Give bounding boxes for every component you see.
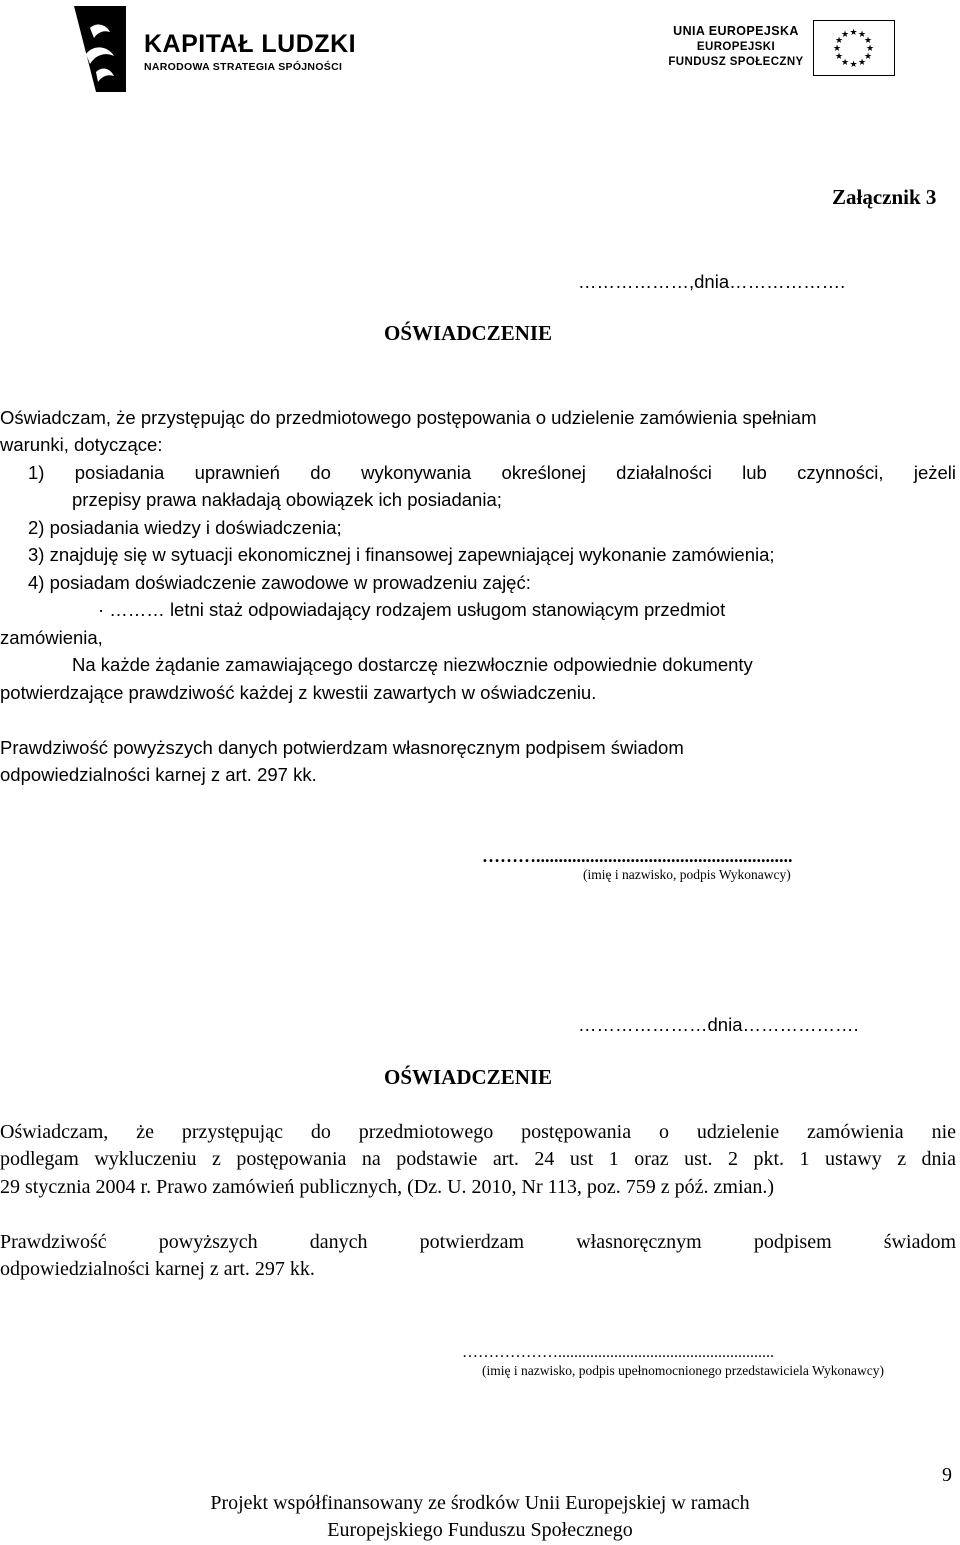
eu-logo-text [668,24,804,68]
section1-item3: 3) znajduję się w sytuacji ekonomicznej i finansowej zapewniającej wykonanie zamówienia; [28,544,775,565]
section2-truth-line2: odpowiedzialności karnej z art. 297 kk. [0,1258,315,1280]
section2-body-line2: podlegam wykluczeniu z postępowania na podstawie art. 24 ust 1 oraz ust. 2 pkt. 1 ustawy z dnia [0,1148,956,1170]
section1-intro-line1: Oświadczam, że przystępując do przedmiotowego postępowania o udzielenie zamówienia spełniam [0,407,817,428]
section1-item2: 2) posiadania wiedzy i doświadczenia; [28,517,342,538]
svg-text:★: ★ [857,58,867,68]
section2-body-line3: 29 stycznia 2004 r. Prawo zamówień publicznych, (Dz. U. 2010, Nr 113, poz. 759 z póź. zmian.) [0,1176,775,1198]
section1-bullet-line1: · ……… letni staż odpowiadający rodzajem usługom stanowiącym przedmiot [98,599,726,620]
eu-line3: FUNDUSZ SPOŁECZNY [668,56,804,68]
svg-text:★: ★ [832,44,842,54]
section1-intro-line2: warunki, dotyczące: [0,434,163,455]
eu-flag-icon [813,20,895,76]
footer-line1: Projekt współfinansowany ze środków Unii Europejskiej w ramach [210,1492,750,1514]
svg-text:★: ★ [849,60,858,70]
section1-item1-line1: 1) posiadania uprawnień do wykonywania określonej działalności lub czynności, jeżeli [28,462,956,483]
section2-title: OŚWIADCZENIE [384,1065,553,1089]
section1-signature-dots: ………......................................................... [482,846,793,866]
svg-text:★: ★ [849,28,858,38]
eu-line2: EUROPEJSKI [696,41,776,53]
svg-text:★: ★ [865,44,875,54]
section2-date-line: …………………dnia………………. [578,1014,859,1035]
kapital-ludzki-logo [66,6,80,92]
svg-text:★: ★ [840,30,850,40]
svg-text:★: ★ [857,30,867,40]
svg-text:★: ★ [863,36,873,46]
kapital-ludzki-subtitle: NARODOWA STRATEGIA SPÓJNOŚCI [144,61,343,73]
section1-item4: 4) posiadam doświadczenie zawodowe w prowadzeniu zajęć: [28,572,531,593]
section1-title: OŚWIADCZENIE [384,321,553,345]
kapital-ludzki-title: KAPITAŁ LUDZKI [144,30,357,58]
section1-date-line: ………………,dnia………………. [578,271,846,292]
section1-truth-line1: Prawdziwość powyższych danych potwierdzam własnoręcznym podpisem świadom [0,737,684,758]
footer [0,1490,960,1544]
section2-signature-caption: (imię i nazwisko, podpis upełnomocnionego przedstawiciela Wykonawcy) [482,1363,884,1378]
svg-text:★: ★ [834,36,844,46]
section1-truth-line2: odpowiedzialności karnej z art. 297 kk. [0,764,317,785]
section1-demand-line2: potwierdzające prawdziwość każdej z kwestii zawartych w oświadczeniu. [0,682,597,703]
eu-line1: UNIA EUROPEJSKA [673,24,799,38]
svg-text:★: ★ [863,52,873,62]
section2-truth-line1: Prawdziwość powyższych danych potwierdzam własnoręcznym podpisem świadom [0,1231,956,1253]
section1-bullet-line2: zamówienia, [0,627,103,648]
kapital-ludzki-emblem-icon [66,6,128,92]
svg-text:★: ★ [840,58,850,68]
page-number: 9 [942,1464,952,1486]
attachment-label: Załącznik 3 [832,185,937,209]
section2-signature-dots: ………………...................................................... [462,1344,774,1361]
section2-body-line1: Oświadczam, że przystępując do przedmiotowego postępowania o udzielenie zamówienia nie [0,1121,956,1143]
section1-demand-line1: Na każde żądanie zamawiającego dostarczę niezwłocznie odpowiednie dokumenty [72,654,753,675]
footer-line2: Europejskiego Funduszu Społecznego [327,1519,633,1541]
section1-signature-caption: (imię i nazwisko, podpis Wykonawcy) [583,867,791,882]
svg-text:★: ★ [834,52,844,62]
section1-item1-line2: przepisy prawa nakładają obowiązek ich posiadania; [72,489,502,510]
